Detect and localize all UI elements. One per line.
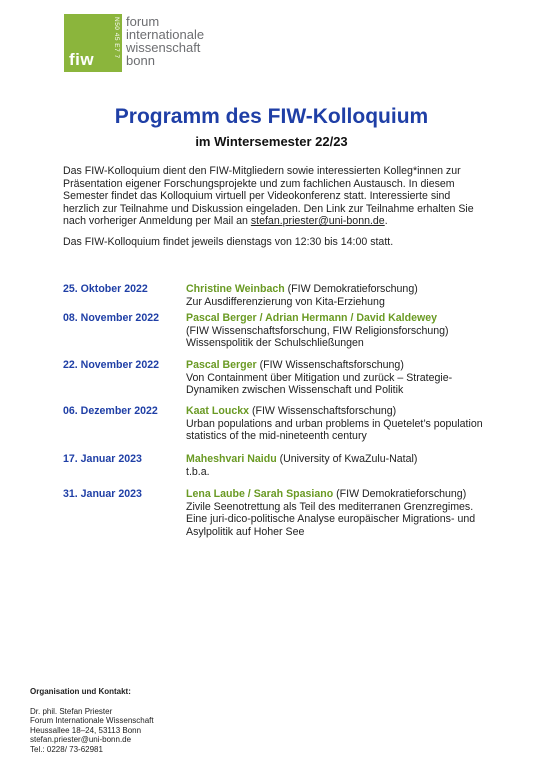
session-topic: Von Containment über Mitigation und zurück – Strategie-Dynamiken zwischen Wissenschaft und Politik	[186, 371, 453, 397]
footer-email[interactable]: stefan.priester@uni-bonn.de	[30, 735, 132, 745]
session-speaker: Pascal Berger / Adrian Hermann / David Kaldewey	[186, 312, 438, 324]
session-date: 06. Dezember 2022	[63, 405, 158, 417]
session-topic: Wissenspolitik der Schulschließungen	[186, 337, 364, 350]
contact-footer	[30, 687, 154, 755]
session-date: 25. Oktober 2022	[63, 283, 148, 295]
session-row	[63, 453, 483, 488]
footer-line: Forum Internationale Wissenschaft	[30, 716, 154, 726]
contact-email-link[interactable]: stefan.priester@uni-bonn.de	[250, 215, 385, 228]
session-topic: t.b.a.	[186, 465, 210, 478]
footer-line: Heussallee 18–24, 53113 Bonn	[30, 725, 142, 735]
footer-phone: Tel.: 0228/ 73-62981	[30, 744, 103, 754]
intro-text: Das FIW-Kolloquium dient den FIW-Mitgliedern sowie interessierten Kolleg*innen zur Präsentation eigener Forschungsprojekte und zum fachlichen Austausch. In diesem Semester findet das Kolloquium virtuell per Videokonferenz statt. Interessierte sind herzlich zur Teilnahme und Diskussion eingeladen. Den Link zur Teilnahme erhalten Sie nach vorheriger Anmeldung per Mail an	[63, 165, 474, 228]
session-affiliation: (FIW Wissenschaftsforschung, FIW Religionsforschung)	[186, 324, 449, 337]
logo-line: forum	[126, 14, 160, 29]
session-topic: Zivile Seenotrettung als Teil des mediterranen Grenzregimes. Eine juri-dico-politische Analyse europäischer Migrations- und Asylpolitik auf Hoher See	[186, 500, 476, 538]
session-affiliation: (FIW Wissenschaftsforschung)	[249, 405, 397, 417]
logo-coordinates: N50 45 E7 7	[113, 17, 120, 59]
schedule-list	[63, 283, 483, 548]
session-affiliation: (University of KwaZulu-Natal)	[276, 453, 418, 465]
schedule-note: Das FIW-Kolloquium findet jeweils dienstags von 12:30 bis 14:00 statt.	[63, 236, 394, 248]
logo-fiw-text: fiw	[69, 50, 95, 69]
session-row	[63, 405, 483, 453]
session-affiliation: (FIW Demokratieforschung)	[333, 488, 467, 500]
session-row	[63, 312, 483, 359]
session-entry	[186, 488, 486, 538]
logo-wordmark	[126, 15, 204, 67]
logo-line: wissenschaft	[126, 40, 201, 55]
logo-line: internationale	[126, 27, 205, 42]
session-row	[63, 283, 483, 312]
session-date: 22. November 2022	[63, 359, 159, 371]
session-entry	[186, 312, 486, 350]
session-speaker: Kaat Louckx	[186, 405, 249, 417]
page-subtitle: im Wintersemester 22/23	[195, 134, 348, 149]
session-date: 17. Januar 2023	[63, 453, 142, 465]
session-date: 08. November 2022	[63, 312, 159, 324]
fiw-logo-mark	[64, 14, 122, 72]
session-speaker: Christine Weinbach	[186, 283, 285, 295]
footer-heading: Organisation und Kontakt:	[30, 687, 131, 696]
session-topic: Zur Ausdifferenzierung von Kita-Erziehung	[186, 295, 385, 308]
session-entry	[186, 359, 486, 397]
session-speaker: Maheshvari Naidu	[186, 453, 277, 465]
footer-line: Dr. phil. Stefan Priester	[30, 706, 113, 716]
intro-end: .	[384, 215, 388, 228]
logo-line: bonn	[126, 53, 155, 68]
session-speaker: Lena Laube / Sarah Spasiano	[186, 488, 334, 500]
session-entry	[186, 405, 486, 443]
session-row	[63, 488, 483, 548]
session-affiliation: (FIW Wissenschaftsforschung)	[256, 359, 404, 371]
session-topic: Urban populations and urban problems in Quetelet’s population statistics of the mid-nineteenth century	[186, 417, 483, 443]
session-entry	[186, 453, 486, 478]
intro-paragraph	[63, 165, 483, 228]
session-date: 31. Januar 2023	[63, 488, 142, 500]
session-row	[63, 359, 483, 405]
session-affiliation: (FIW Demokratieforschung)	[284, 283, 418, 295]
page-title: Programm des FIW-Kolloquium	[114, 105, 429, 128]
session-entry	[186, 283, 486, 308]
session-speaker: Pascal Berger	[186, 359, 257, 371]
